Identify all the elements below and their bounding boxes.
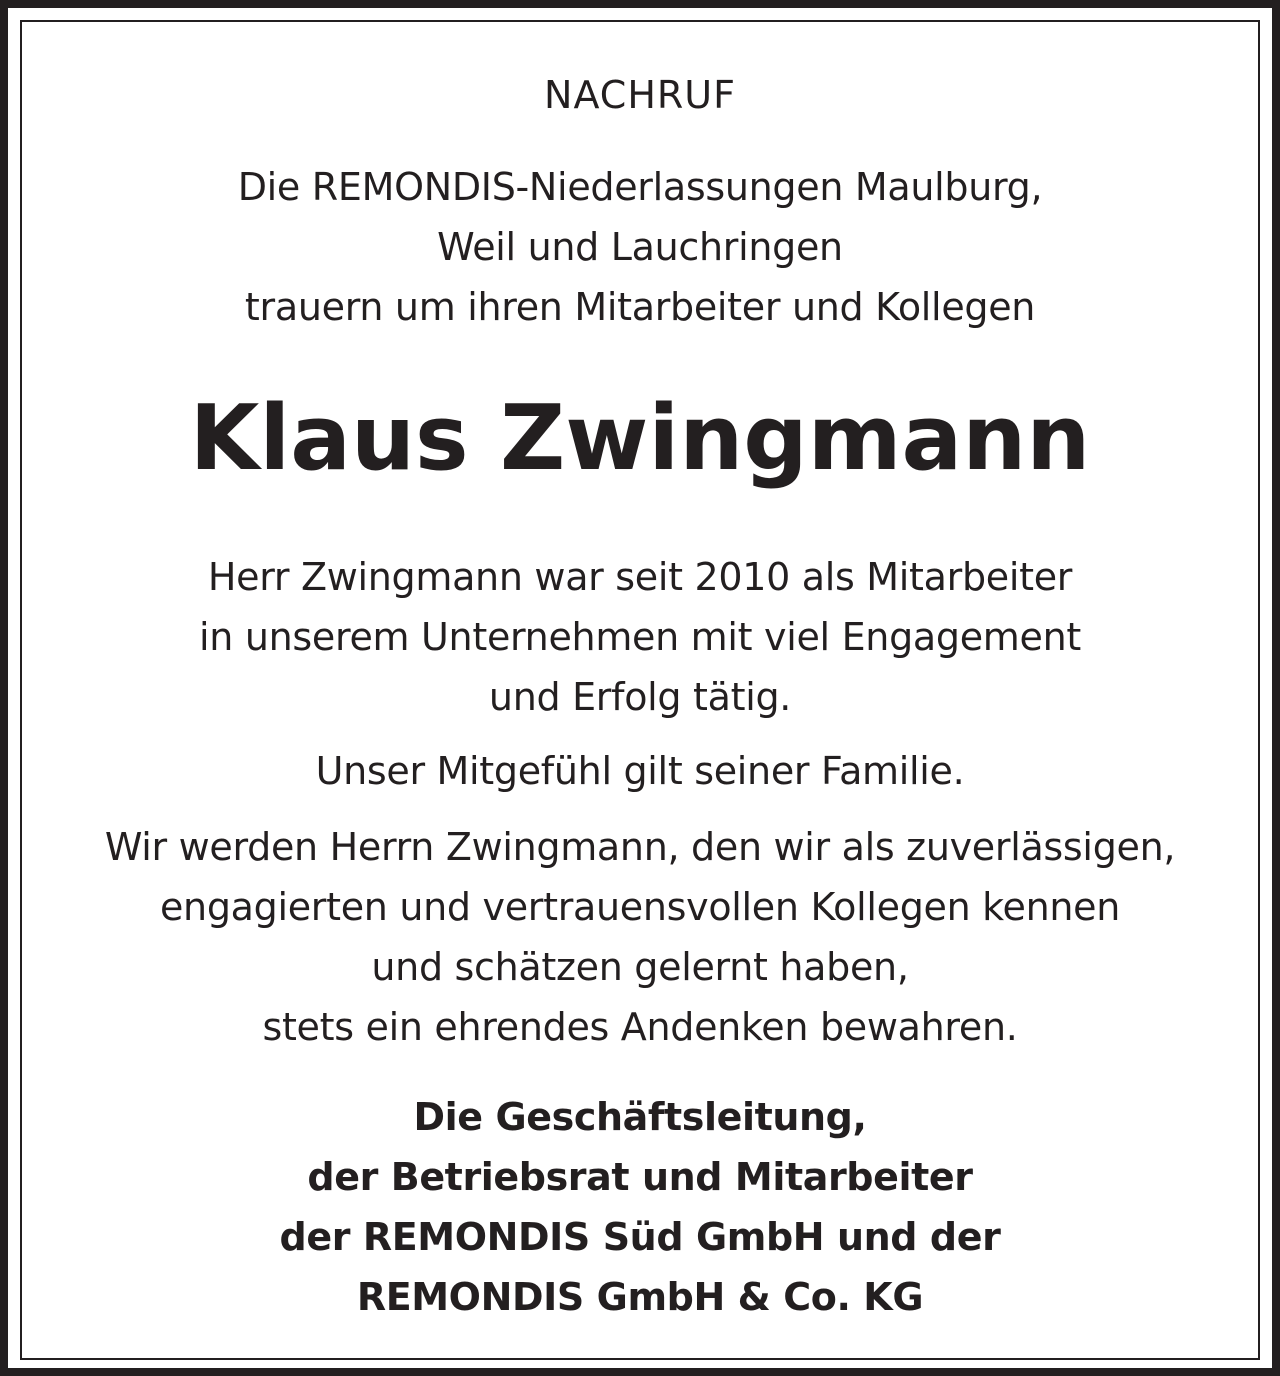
signature-line-3: der REMONDIS Süd GmbH und der (279, 1215, 1001, 1259)
paragraph3-line-4: stets ein ehrendes Andenken bewahren. (262, 1005, 1018, 1049)
paragraph3-line-1: Wir werden Herrn Zwingmann, den wir als zuverlässigen, (104, 825, 1176, 869)
paragraph2-line-1: Unser Mitgefühl gilt seiner Familie. (315, 749, 965, 793)
intro-line-1: Die REMONDIS-Niederlassungen Maulburg, (237, 165, 1043, 209)
intro-line-3: trauern um ihren Mitarbeiter und Kollegen (244, 285, 1036, 329)
paragraph1-line-1: Herr Zwingmann war seit 2010 als Mitarbeiter (207, 555, 1073, 599)
paragraph1-line-2: in unserem Unternehmen mit viel Engagement (199, 615, 1081, 659)
signature-line-2: der Betriebsrat und Mitarbeiter (307, 1155, 973, 1199)
deceased-name: Klaus Zwingmann (189, 386, 1091, 491)
signature-line-1: Die Geschäftsleitung, (413, 1095, 867, 1139)
notice-heading: NACHRUF (544, 73, 736, 117)
paragraph3-line-3: und schätzen gelernt haben, (371, 945, 909, 989)
signature-line-4: REMONDIS GmbH & Co. KG (356, 1275, 924, 1319)
intro-line-2: Weil und Lauchringen (437, 225, 843, 269)
paragraph1-line-3: und Erfolg tätig. (488, 675, 792, 719)
paragraph3-line-2: engagierten und vertrauensvollen Kollegen kennen (159, 885, 1121, 929)
